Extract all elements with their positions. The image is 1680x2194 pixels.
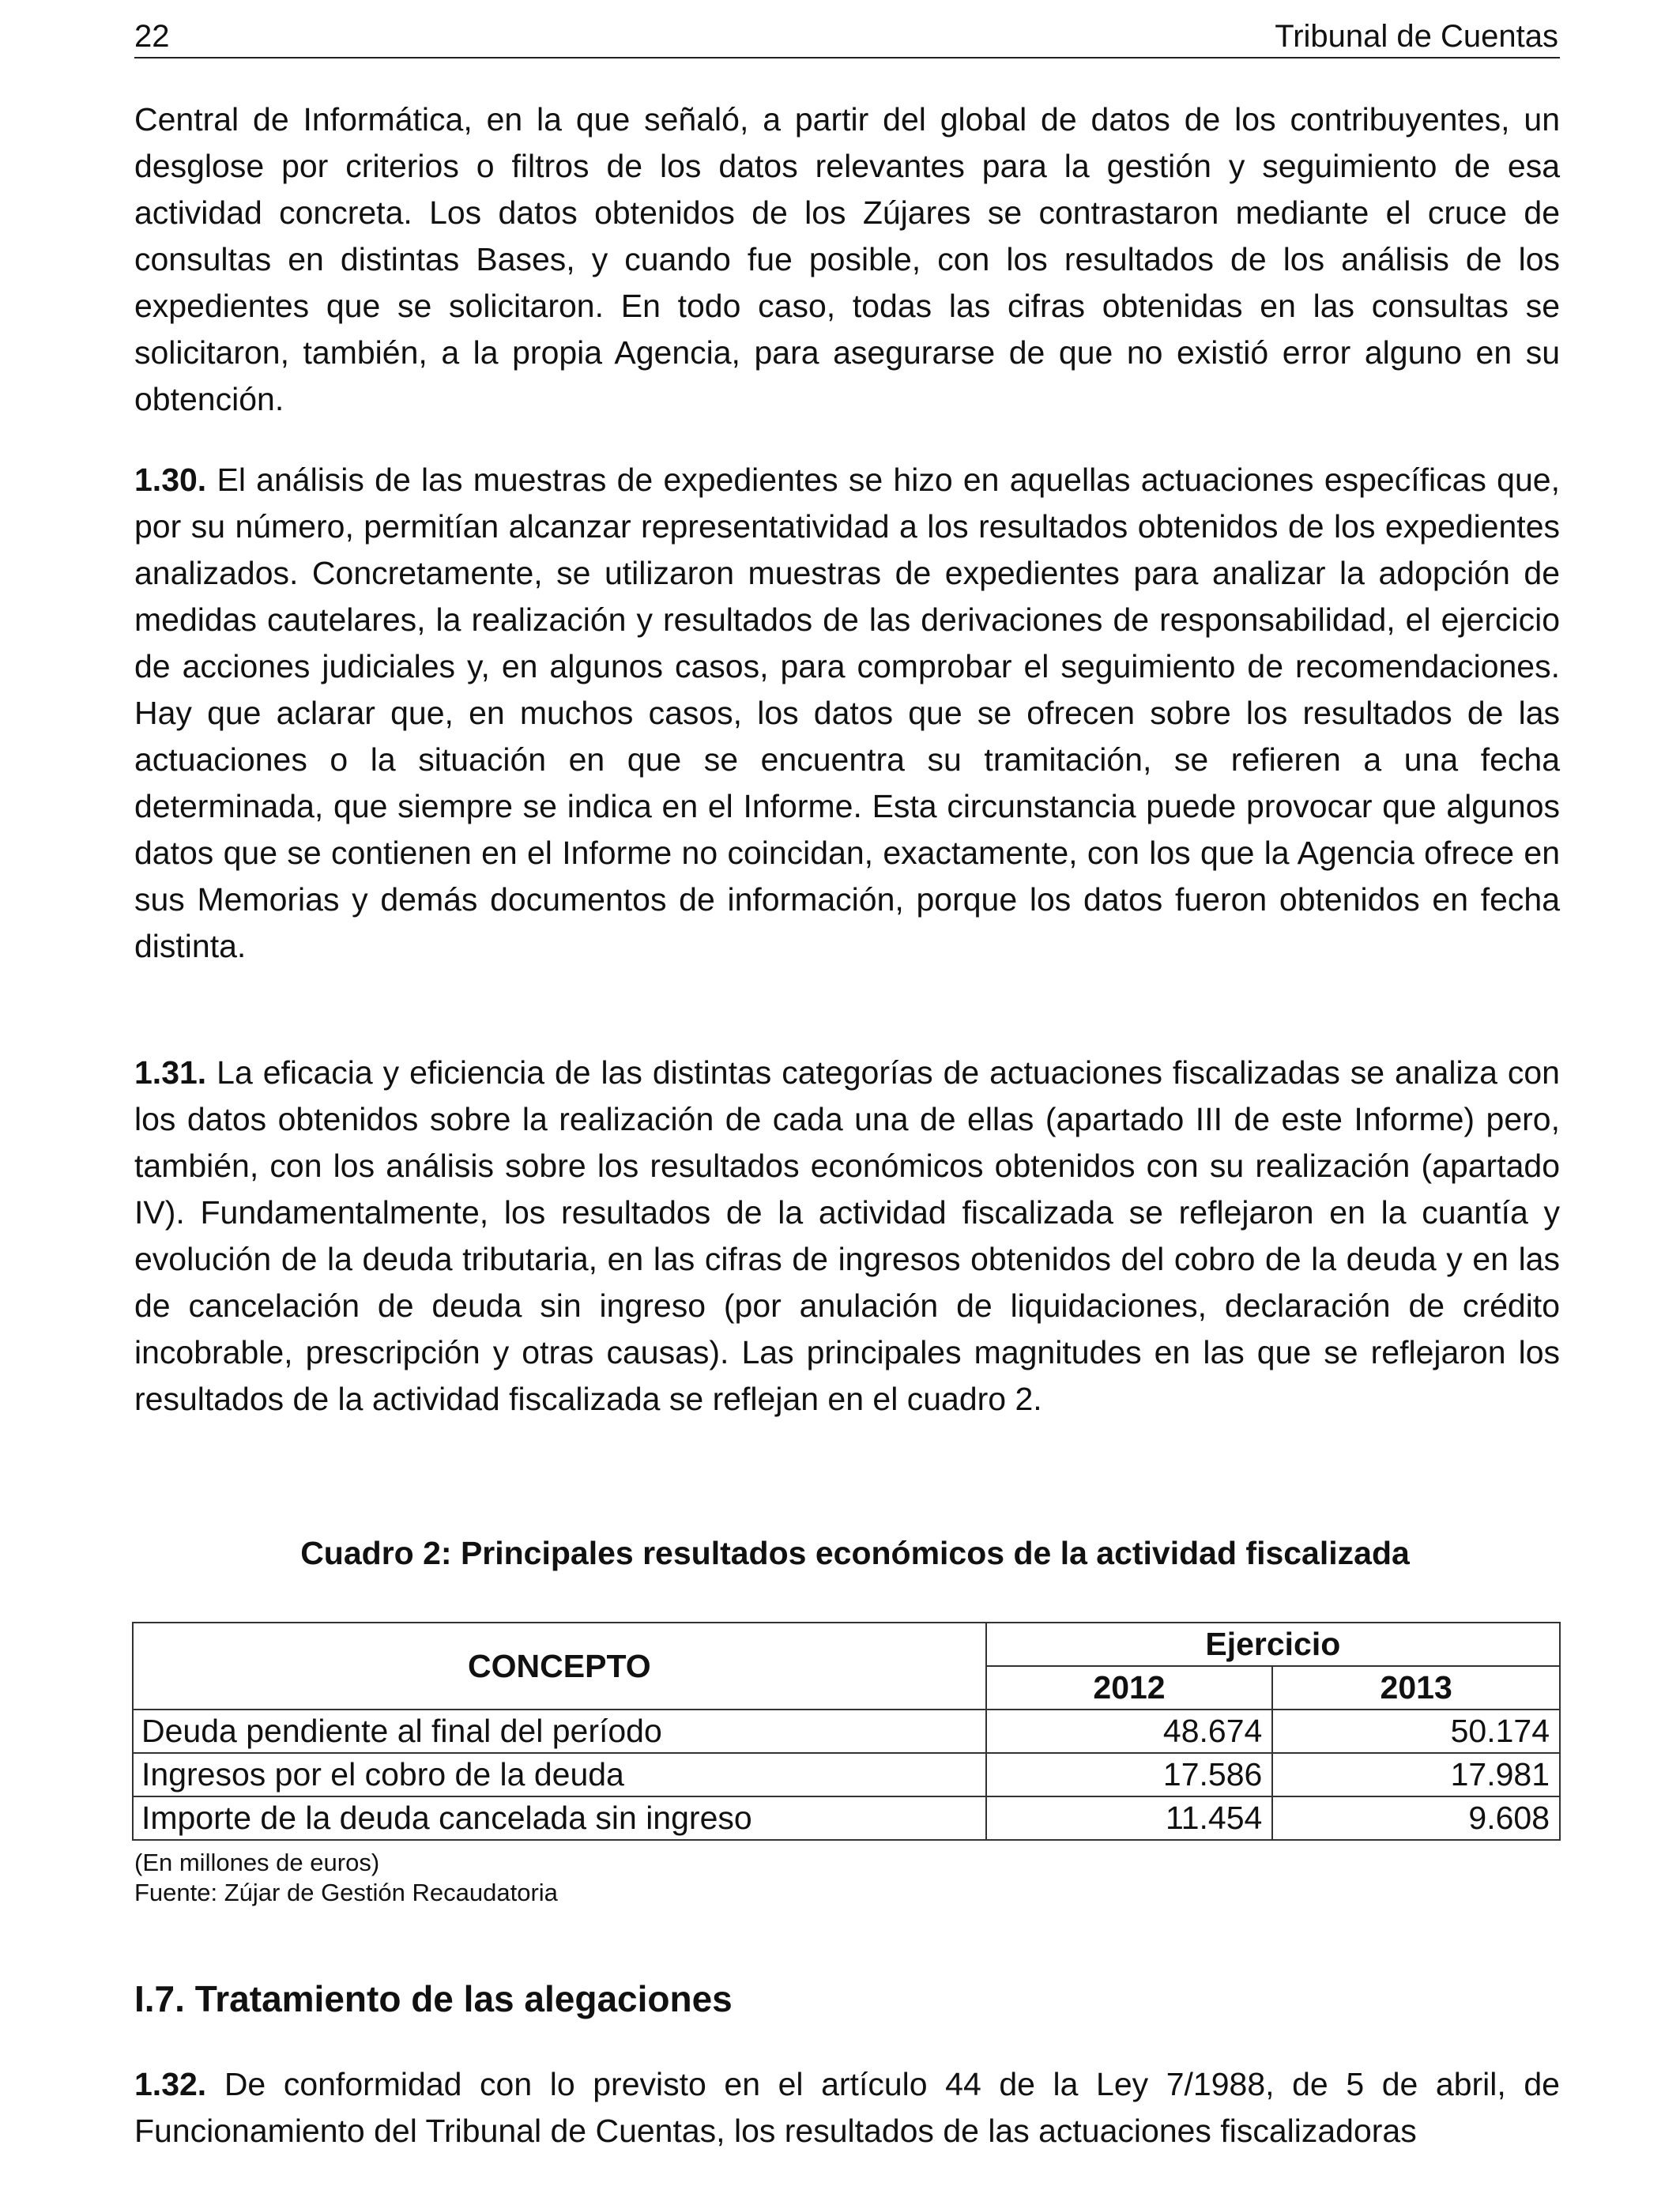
paragraph-number: 1.31. bbox=[134, 1054, 207, 1091]
year-header-2012: 2012 bbox=[986, 1666, 1273, 1710]
paragraph-text: El análisis de las muestras de expedientes se hizo en aquellas actuaciones específicas que, por su número, permitían alcanzar representatividad a los resultados obtenidos de los expedientes analizados. Concretamente, se utilizaron muestras de expedientes para analizar la adopción de medidas cautelares, la realización y resultados de las derivaciones de responsabilidad, el ejercicio de acciones judiciales y, en algunos casos, para comprobar el seguimiento de recomendaciones. Hay que aclarar que, en muchos casos, los datos que se ofrecen sobre los resultados de las actuaciones o la situación en que se encuentra su tramitación, se refieren a una fecha determinada, que siempre se indica en el Informe. Esta circunstancia puede provocar que algunos datos que se contienen en el Informe no coincidan, exactamente, con los que la Agencia ofrece en sus Memorias y demás documentos de información, porque los datos fueron obtenidos en fecha distinta. bbox=[134, 462, 1560, 964]
ejercicio-header: Ejercicio bbox=[986, 1623, 1560, 1666]
paragraph-1-30 bbox=[134, 457, 1560, 970]
table-row bbox=[133, 1710, 1560, 1753]
row-value-2013: 50.174 bbox=[1272, 1710, 1560, 1753]
table-header-row bbox=[133, 1623, 1560, 1666]
paragraph-text: La eficacia y eficiencia de las distintas categorías de actuaciones fiscalizadas se analiza con los datos obtenidos sobre la realización de cada una de ellas (apartado III de este Informe) pero, también, con los análisis sobre los resultados económicos obtenidos con su realización (apartado IV). Fundamentalmente, los resultados de la actividad fiscalizada se reflejaron en la cuantía y evolución de la deuda tributaria, en las cifras de ingresos obtenidos del cobro de la deuda y en las de cancelación de deuda sin ingreso (por anulación de liquidaciones, declaración de crédito incobrable, prescripción y otras causas). Las principales magnitudes en las que se reflejaron los resultados de la actividad fiscalizada se reflejan en el cuadro 2. bbox=[134, 1054, 1560, 1417]
row-value-2012: 17.586 bbox=[986, 1753, 1273, 1796]
section-heading: I.7. Tratamiento de las alegaciones bbox=[134, 1978, 733, 2019]
concept-header: CONCEPTO bbox=[133, 1623, 986, 1710]
paragraph-1-32 bbox=[134, 2061, 1560, 2154]
table-units-note: (En millones de euros) bbox=[134, 1849, 380, 1876]
paragraph-number: 1.30. bbox=[134, 462, 207, 498]
page-header bbox=[134, 16, 1560, 58]
row-concept: Deuda pendiente al final del período bbox=[133, 1710, 986, 1753]
table-source-note: Fuente: Zújar de Gestión Recaudatoria bbox=[134, 1879, 558, 1906]
row-value-2013: 17.981 bbox=[1272, 1753, 1560, 1796]
paragraph-text: De conformidad con lo previsto en el artículo 44 de la Ley 7/1988, de 5 de abril, de Funcionamiento del Tribunal de Cuentas, los resultados de las actuaciones fiscalizadoras bbox=[134, 2066, 1560, 2149]
paragraph-number: 1.32. bbox=[134, 2066, 207, 2102]
paragraph-1-31 bbox=[134, 1050, 1560, 1423]
paragraph-continuation: Central de Informática, en la que señaló, a partir del global de datos de los contribuyentes, un desglose por criterios o filtros de los datos relevantes para la gestión y seguimiento de esa actividad concreta. Los datos obtenidos de los Zújares se contrastaron mediante el cruce de consultas en distintas Bases, y cuando fue posible, con los resultados de los análisis de los expedientes que se solicitaron. En todo caso, todas las cifras obtenidas en las consultas se solicitaron, también, a la propia Agencia, para asegurarse de que no existió error alguno en su obtención. bbox=[134, 101, 1560, 417]
page-number: 22 bbox=[134, 19, 170, 54]
table-row bbox=[133, 1753, 1560, 1796]
results-table bbox=[132, 1622, 1561, 1841]
year-header-2013: 2013 bbox=[1272, 1666, 1560, 1710]
running-title: Tribunal de Cuentas bbox=[1275, 19, 1558, 54]
row-concept: Importe de la deuda cancelada sin ingreso bbox=[133, 1796, 986, 1840]
row-value-2013: 9.608 bbox=[1272, 1796, 1560, 1840]
row-value-2012: 11.454 bbox=[986, 1796, 1273, 1840]
table-row bbox=[133, 1796, 1560, 1840]
table-caption: Cuadro 2: Principales resultados económicos de la actividad fiscalizada bbox=[300, 1535, 1410, 1571]
row-value-2012: 48.674 bbox=[986, 1710, 1273, 1753]
row-concept: Ingresos por el cobro de la deuda bbox=[133, 1753, 986, 1796]
